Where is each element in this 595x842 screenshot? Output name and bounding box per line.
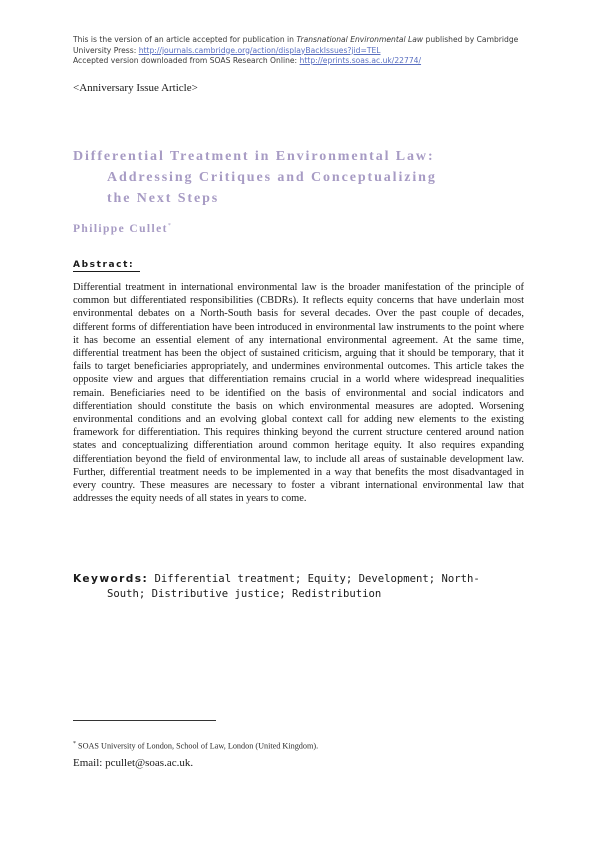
footnote-marker: * [73, 741, 76, 747]
author-name: Philippe Cullet [73, 223, 168, 235]
footnote-affiliation: SOAS University of London, School of Law, London (United Kingdom). [78, 741, 319, 751]
publication-notice [73, 35, 543, 67]
eprints-link[interactable]: http://eprints.soas.ac.uk/22774/ [299, 56, 422, 65]
abstract-heading: Abstract: [73, 260, 140, 272]
title-line-2: Addressing Critiques and Conceptualizing [107, 170, 437, 185]
author-footnote-marker: * [167, 223, 171, 230]
journal-name: Transnational Environmental Law [296, 35, 424, 44]
footnote-divider [73, 720, 216, 721]
footnote [73, 741, 523, 751]
article-title [73, 146, 543, 209]
keywords-label: Keywords: [73, 573, 149, 585]
journal-link[interactable]: http://journals.cambridge.org/action/displayBackIssues?jid=TEL [138, 45, 381, 55]
notice-line1-suffix: published by Cambridge University Press: [73, 35, 519, 55]
notice-line1-prefix: This is the version of an article accepted for publication in [73, 35, 294, 44]
title-line-3: the Next Steps [107, 191, 220, 206]
notice-line2-prefix: Accepted version downloaded from SOAS Research Online: [73, 56, 298, 65]
author-email: Email: pcullet@soas.ac.uk. [73, 757, 194, 769]
author-line [73, 223, 171, 235]
keywords-block [73, 572, 523, 602]
keywords-line-1: Differential treatment; Equity; Development; North- [154, 573, 480, 585]
title-line-1: Differential Treatment in Environmental Law: [73, 149, 435, 164]
article-type-tag: <Anniversary Issue Article> [73, 82, 198, 94]
keywords-line-2: South; Distributive justice; Redistribution [107, 588, 382, 600]
abstract-text: Differential treatment in international environmental law is the broader manifestation of the principle of common but differentiated responsibilities (CBDRs). It reflects equity concerns that have underlain most environmental debates on a North-South basis for several decades. Over the past couple of decades, different forms of differentiation have been introduced in environmental law instruments to the point where it has become an essential element of any international environmental agreement. At the same time, differential treatment has been the object of sustained criticism, arguing that it should be temporary, that it fails to target beneficiaries appropriately, and undermines environmental outcomes. This article takes the opposite view and argues that differentiation remains crucial in a world where widespread inequalities remain. Beneficiaries need to be identified on the basis of environmental and social indicators and differentiation should constitute the basis on which environmental measures are adopted. Worsening environmental conditions and an evolving global context call for adding new elements to the existing framework for differentiation. This requires thinking beyond the current structure centered around nation states and conceptualizing differentiation around common heritage equity. It also requires expanding differentiation beyond the field of environmental law, to include all areas of sustainable development law. Further, differential treatment needs to be implemented in a way that benefits the most disadvantaged in every country. These measures are necessary to foster a vibrant international environmental law that addresses the equity needs of all states in years to come. [73, 282, 524, 505]
